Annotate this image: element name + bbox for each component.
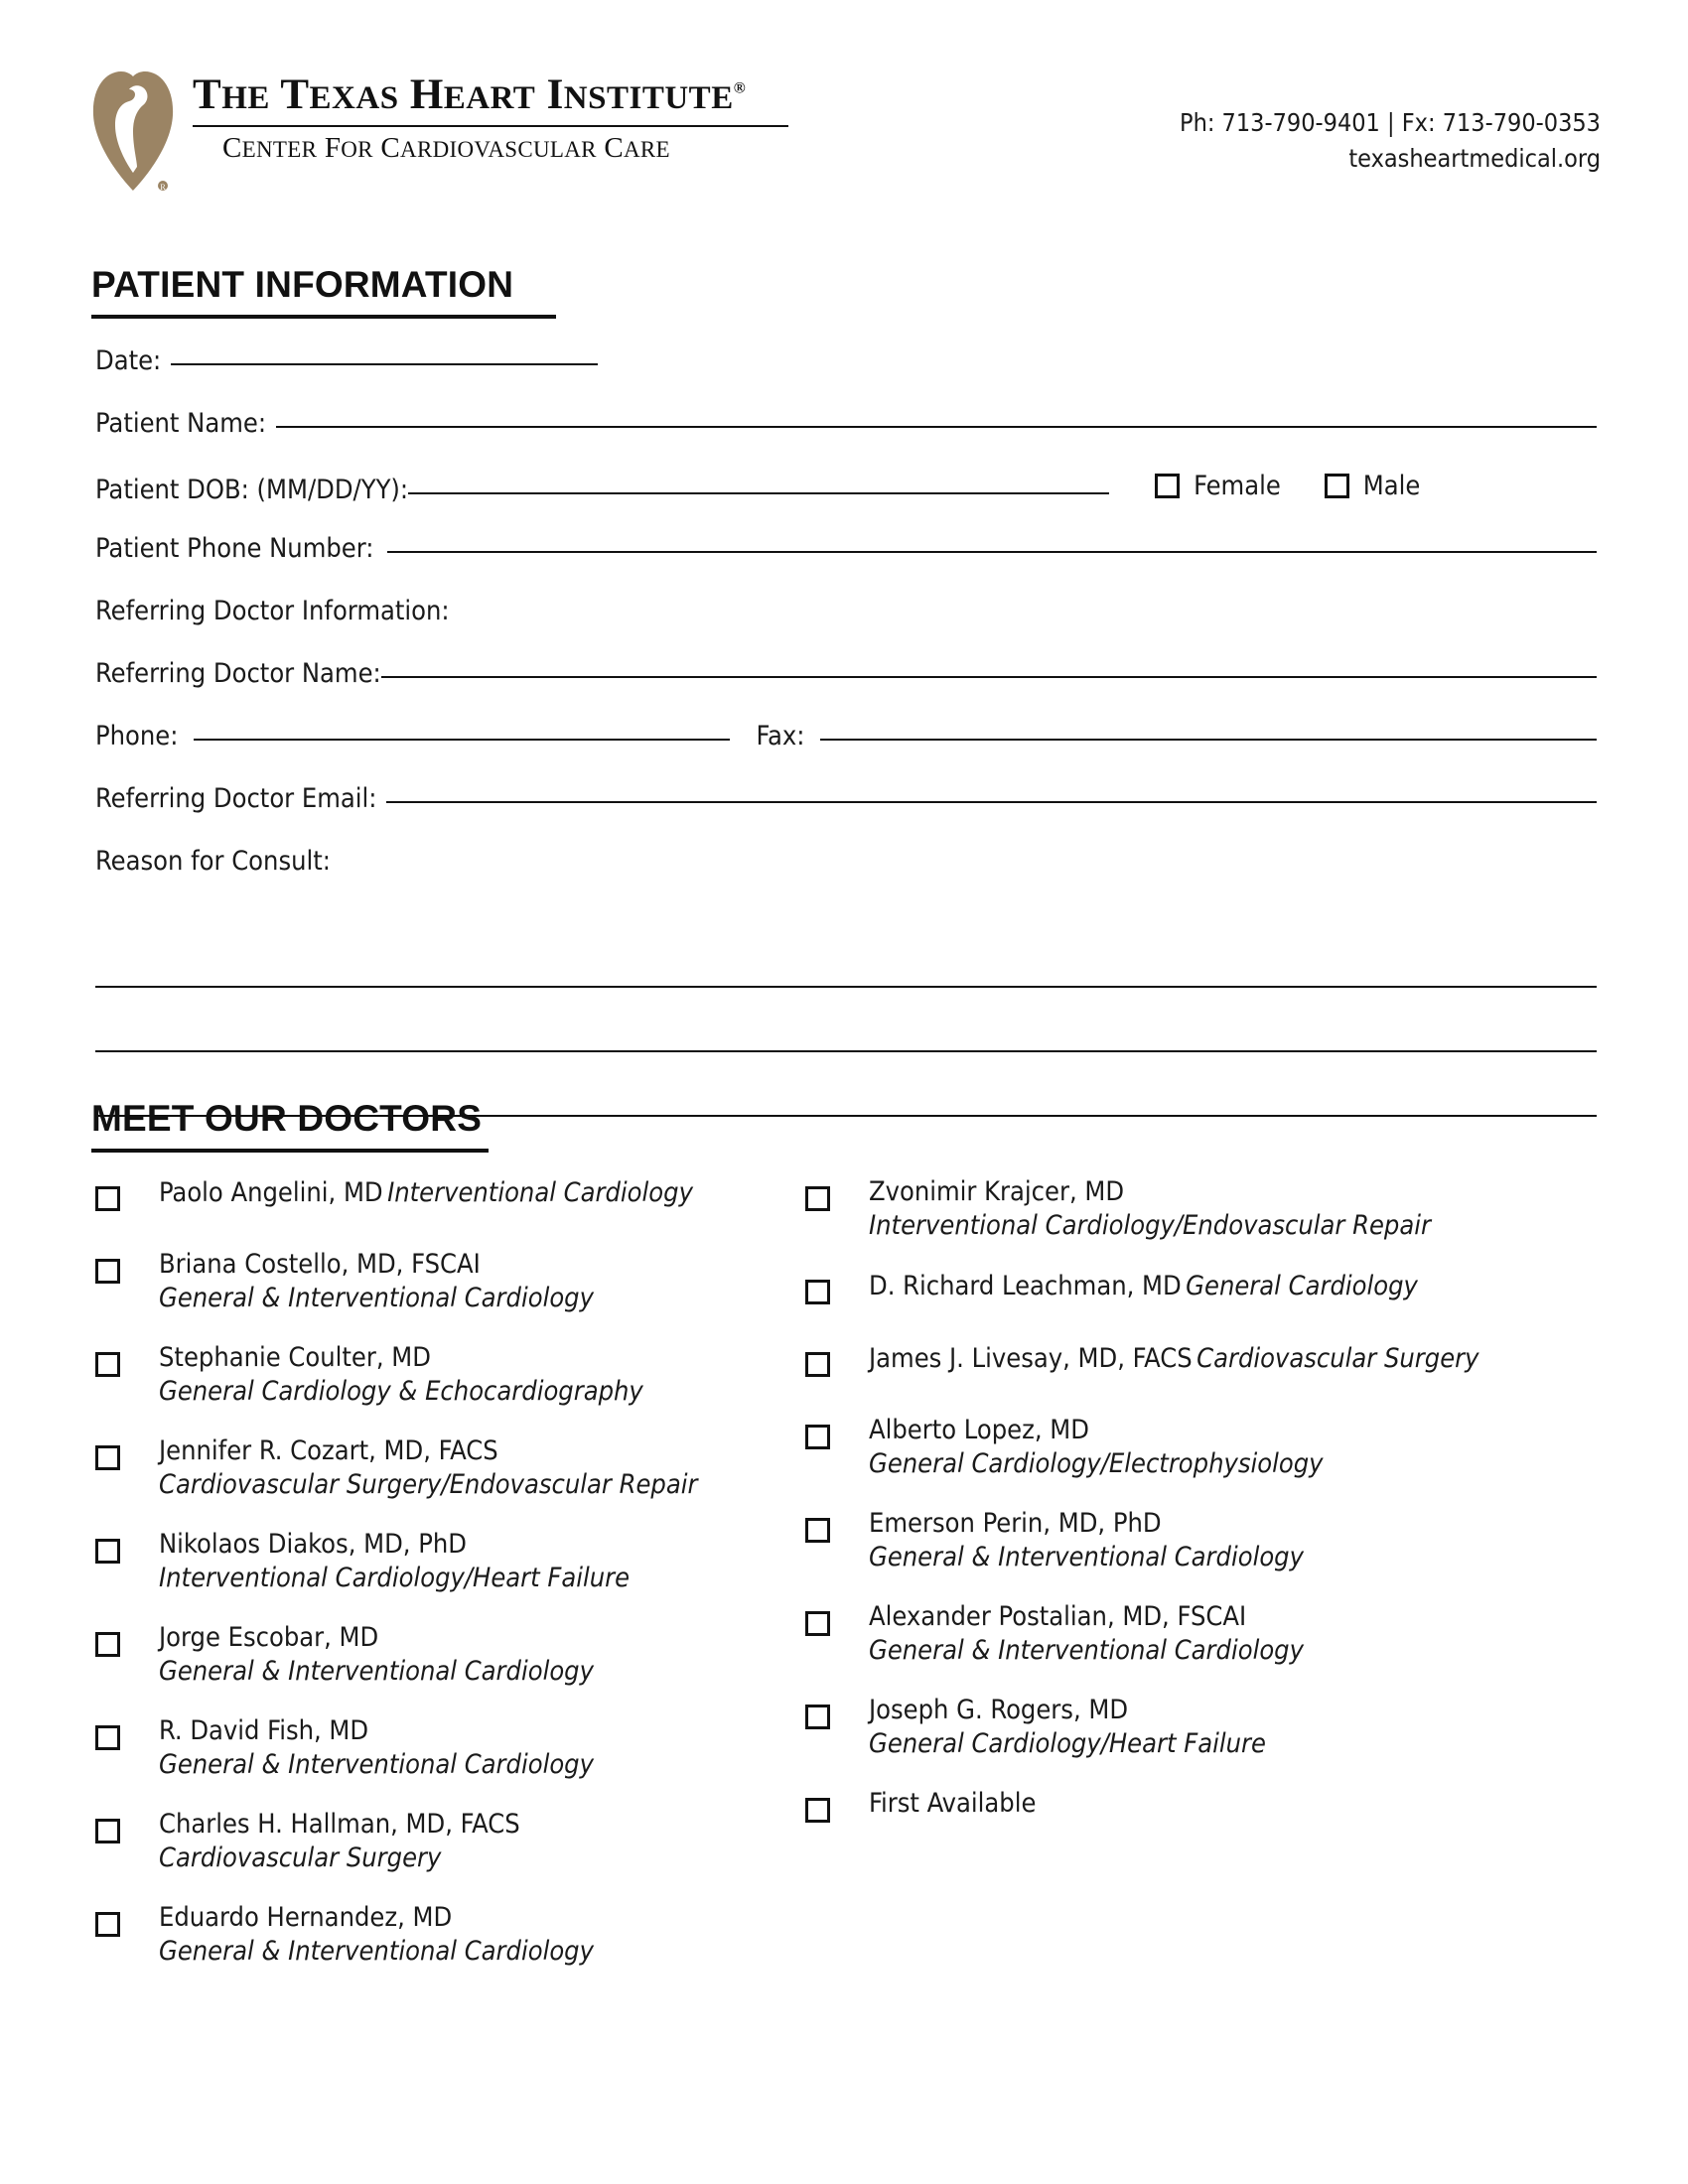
- phone-label: Phone:: [95, 721, 179, 751]
- list-item[interactable]: [805, 1415, 1515, 1481]
- doctor-specialty: General Cardiology & Echocardiography: [159, 1375, 643, 1407]
- list-item[interactable]: [805, 1695, 1515, 1761]
- doctor-checkbox[interactable]: [805, 1186, 830, 1211]
- doctor-checkbox[interactable]: [95, 1445, 120, 1470]
- doctor-checkbox[interactable]: [95, 1632, 120, 1657]
- heart-logo-icon: [91, 68, 175, 192]
- referring-doctor-name-label: Referring Doctor Name:: [95, 658, 381, 689]
- doctor-name: Eduardo Hernandez, MD: [159, 1901, 453, 1933]
- doctor-checkbox[interactable]: [805, 1352, 830, 1377]
- patient-dob-input[interactable]: [408, 492, 1109, 494]
- doctor-name: Joseph G. Rogers, MD: [869, 1694, 1129, 1725]
- doctor-specialty: Cardiovascular Surgery: [1196, 1342, 1479, 1374]
- patient-phone-input[interactable]: [387, 551, 1597, 553]
- heading-underline: [91, 315, 556, 319]
- contact-info: [1180, 105, 1601, 176]
- field-row-referring-doctor-information: [95, 596, 1597, 658]
- doctor-checkbox[interactable]: [805, 1611, 830, 1636]
- field-row-patient-name: [95, 408, 1597, 471]
- doctor-checkbox[interactable]: [805, 1798, 830, 1823]
- reason-for-consult-label: Reason for Consult:: [95, 846, 331, 877]
- doctor-checkbox[interactable]: [95, 1186, 120, 1211]
- contact-website[interactable]: texasheartmedical.org: [1348, 143, 1601, 173]
- list-item[interactable]: [95, 1809, 805, 1875]
- list-item[interactable]: [805, 1176, 1515, 1243]
- field-row-referring-doctor-name: [95, 658, 1597, 721]
- list-item[interactable]: [805, 1342, 1515, 1388]
- doctor-checkbox[interactable]: [805, 1280, 830, 1304]
- doctor-name: Briana Costello, MD, FSCAI: [159, 1249, 481, 1280]
- patient-name-input[interactable]: [276, 426, 1597, 428]
- list-item[interactable]: [95, 1176, 805, 1222]
- field-row-reason-for-consult: [95, 846, 1597, 908]
- contact-phone-fax: Ph: 713-790-9401 | Fx: 713-790-0353: [1180, 108, 1601, 137]
- brand-title: [193, 73, 788, 116]
- phone-input[interactable]: [194, 739, 730, 741]
- date-input[interactable]: [171, 363, 598, 365]
- doctors-column-right: [805, 1176, 1515, 1995]
- doctor-name: Nikolaos Diakos, MD, PhD: [159, 1528, 467, 1560]
- list-item[interactable]: [805, 1508, 1515, 1574]
- male-label: Male: [1362, 471, 1421, 501]
- doctor-name: James J. Livesay, MD, FACS: [869, 1342, 1193, 1374]
- doctor-specialty: General & Interventional Cardiology: [159, 1935, 594, 1967]
- patient-information-form: [95, 345, 1597, 908]
- field-row-referring-doctor-email: [95, 783, 1597, 846]
- doctor-name: First Available: [869, 1787, 1037, 1819]
- list-item[interactable]: [95, 1622, 805, 1689]
- doctor-checkbox[interactable]: [805, 1518, 830, 1543]
- doctor-name: D. Richard Leachman, MD: [869, 1270, 1182, 1301]
- patient-name-label: Patient Name:: [95, 408, 267, 439]
- doctor-specialty: General & Interventional Cardiology: [159, 1748, 594, 1780]
- registered-mark-icon: ®: [733, 79, 747, 97]
- gender-option-male[interactable]: [1325, 471, 1421, 501]
- doctor-name: Jorge Escobar, MD: [159, 1621, 379, 1653]
- fax-input[interactable]: [820, 739, 1597, 741]
- doctors-list: [95, 1176, 1605, 1995]
- doctor-specialty: Interventional Cardiology/Endovascular Repair: [869, 1209, 1431, 1241]
- brand-subtitle: CENTER FOR CARDIOVASCULAR CARE: [222, 132, 670, 164]
- svg-text:R: R: [160, 183, 166, 192]
- field-row-phone-fax: [95, 721, 1597, 783]
- referring-doctor-email-label: Referring Doctor Email:: [95, 783, 377, 814]
- doctor-specialty: General Cardiology/Electrophysiology: [869, 1447, 1324, 1479]
- doctor-checkbox[interactable]: [95, 1539, 120, 1564]
- doctor-specialty: General & Interventional Cardiology: [869, 1634, 1304, 1666]
- doctor-checkbox[interactable]: [805, 1705, 830, 1729]
- reason-for-consult-lines: [95, 923, 1597, 1117]
- list-item[interactable]: [95, 1529, 805, 1595]
- referring-doctor-name-input[interactable]: [381, 676, 1597, 678]
- list-item[interactable]: [95, 1715, 805, 1782]
- doctor-name: Alexander Postalian, MD, FSCAI: [869, 1600, 1247, 1632]
- referring-doctor-information-label: Referring Doctor Information:: [95, 596, 450, 626]
- doctor-checkbox[interactable]: [95, 1259, 120, 1284]
- gender-option-female[interactable]: [1155, 471, 1281, 501]
- doctor-name: Emerson Perin, MD, PhD: [869, 1507, 1162, 1539]
- doctor-name: Stephanie Coulter, MD: [159, 1341, 431, 1373]
- doctor-name: Zvonimir Krajcer, MD: [869, 1176, 1125, 1207]
- fax-label: Fax:: [756, 721, 805, 751]
- doctor-specialty: Interventional Cardiology/Heart Failure: [159, 1562, 631, 1593]
- heading-underline: [91, 1149, 489, 1153]
- female-label: Female: [1194, 471, 1281, 501]
- list-item[interactable]: [95, 1342, 805, 1409]
- list-item[interactable]: [805, 1788, 1515, 1834]
- doctors-column-left: [95, 1176, 805, 1995]
- gender-group: [1155, 471, 1420, 501]
- female-checkbox[interactable]: [1155, 474, 1180, 498]
- reason-line-2[interactable]: [95, 988, 1597, 1052]
- field-row-date: [95, 345, 1597, 408]
- patient-information-title: PATIENT INFORMATION: [91, 264, 514, 305]
- doctor-checkbox[interactable]: [805, 1425, 830, 1449]
- doctor-checkbox[interactable]: [95, 1819, 120, 1843]
- male-checkbox[interactable]: [1325, 474, 1349, 498]
- patient-information-heading: [91, 266, 556, 319]
- doctor-name: Paolo Angelini, MD: [159, 1177, 383, 1208]
- field-row-patient-phone: [95, 533, 1597, 596]
- doctor-specialty: General & Interventional Cardiology: [159, 1655, 594, 1687]
- doctor-checkbox[interactable]: [95, 1912, 120, 1937]
- doctor-specialty: General Cardiology/Heart Failure: [869, 1727, 1266, 1759]
- document-header: [91, 68, 1601, 206]
- field-row-patient-dob: [95, 471, 1597, 533]
- doctor-checkbox[interactable]: [95, 1352, 120, 1377]
- doctor-name: Charles H. Hallman, MD, FACS: [159, 1808, 520, 1840]
- brand-lockup: [91, 68, 788, 192]
- list-item[interactable]: [805, 1270, 1515, 1315]
- doctor-specialty: General Cardiology: [1186, 1270, 1418, 1301]
- doctor-name: R. David Fish, MD: [159, 1714, 369, 1746]
- doctor-specialty: Cardiovascular Surgery: [159, 1842, 442, 1873]
- referring-doctor-email-input[interactable]: [386, 801, 1597, 803]
- doctor-name: Jennifer R. Cozart, MD, FACS: [159, 1434, 498, 1466]
- patient-dob-label: Patient DOB: (MM/DD/YY):: [95, 475, 409, 505]
- patient-phone-label: Patient Phone Number:: [95, 533, 374, 564]
- list-item[interactable]: [95, 1249, 805, 1315]
- doctor-specialty: General & Interventional Cardiology: [159, 1282, 594, 1313]
- doctor-name: Alberto Lopez, MD: [869, 1414, 1089, 1445]
- doctor-specialty: Interventional Cardiology: [387, 1177, 693, 1208]
- brand-title-text: THE TEXAS HEART INSTITUTE: [193, 71, 734, 118]
- list-item[interactable]: [805, 1601, 1515, 1668]
- doctor-specialty: Cardiovascular Surgery/Endovascular Repair: [159, 1468, 698, 1500]
- meet-our-doctors-title: MEET OUR DOCTORS: [91, 1098, 483, 1139]
- brand-wordmark: [193, 68, 788, 163]
- brand-divider: [193, 125, 788, 127]
- meet-our-doctors-heading: [91, 1100, 489, 1153]
- doctor-checkbox[interactable]: [95, 1725, 120, 1750]
- reason-line-1[interactable]: [95, 923, 1597, 988]
- list-item[interactable]: [95, 1435, 805, 1502]
- list-item[interactable]: [95, 1902, 805, 1969]
- doctor-specialty: General & Interventional Cardiology: [869, 1541, 1304, 1572]
- date-label: Date:: [95, 345, 162, 376]
